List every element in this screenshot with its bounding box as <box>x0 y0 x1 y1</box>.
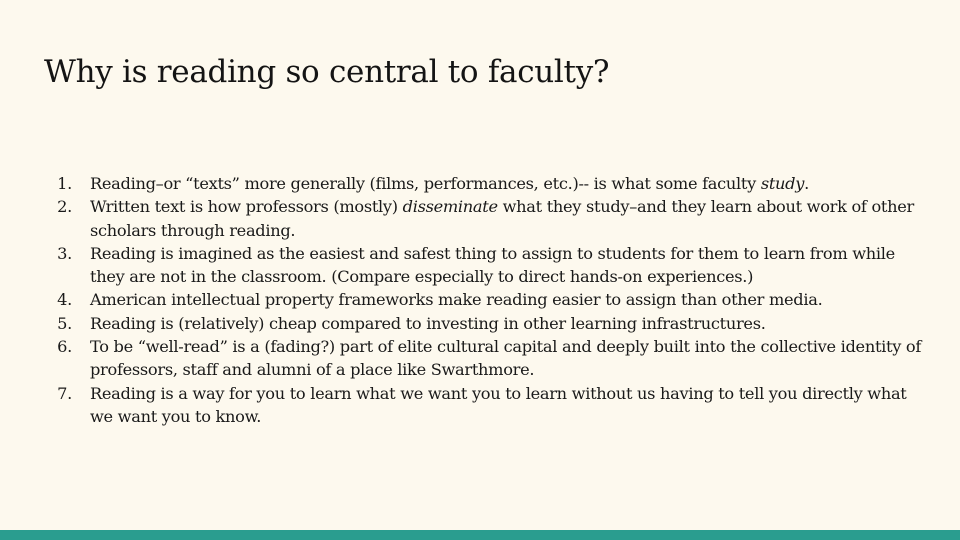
list-item-number: 2. <box>57 197 72 217</box>
list-item-number: 3. <box>57 243 72 263</box>
list-item <box>46 335 926 382</box>
list-item-number: 7. <box>57 383 72 403</box>
list-item-number: 6. <box>57 337 72 357</box>
text-segment: Reading is (relatively) cheap compared to investing in other learning infrastructures. <box>90 313 766 333</box>
list-item-text <box>90 197 914 239</box>
list-item <box>46 172 926 195</box>
text-segment: . <box>804 174 809 193</box>
text-segment: American intellectual property frameworks make reading easier to assign than other media. <box>90 290 823 310</box>
list-item <box>46 195 926 242</box>
text-segment: Written text is how professors (mostly) <box>90 197 403 217</box>
numbered-list <box>46 172 926 428</box>
list-item-text <box>90 174 809 193</box>
list-item-text <box>90 337 921 379</box>
emphasis-text: study <box>760 174 805 193</box>
list-item-text <box>90 244 895 286</box>
emphasis-text: disseminate <box>402 197 498 217</box>
slide-title: Why is reading so central to faculty? <box>44 54 610 90</box>
list-item-number: 4. <box>57 290 72 310</box>
list-item-text <box>90 314 766 333</box>
list-item <box>46 312 926 335</box>
list-item-text <box>90 290 822 309</box>
text-segment: Reading–or “texts” more generally (films, performances, etc.)-- is what some faculty <box>90 174 761 193</box>
list-item <box>46 242 926 289</box>
list-item-number: 5. <box>57 313 72 333</box>
text-segment: Reading is imagined as the easiest and safest thing to assign to students for them to learn from while they are not in the classroom. (Compare especially to direct hands-on experiences.) <box>90 243 895 287</box>
text-segment: Reading is a way for you to learn what we want you to learn without us having to tell you directly what we want you to know. <box>90 383 907 426</box>
list-item-number: 1. <box>57 174 72 193</box>
text-segment: To be “well-read” is a (fading?) part of elite cultural capital and deeply built into the collective identity of professors, staff and alumni of a place like Swarthmore. <box>90 337 922 380</box>
text-segment: what they study–and they learn about work of other scholars through reading. <box>90 197 914 240</box>
list-item <box>46 382 926 429</box>
accent-bar <box>0 530 960 540</box>
list-item-text <box>90 384 907 426</box>
list-item <box>46 288 926 311</box>
